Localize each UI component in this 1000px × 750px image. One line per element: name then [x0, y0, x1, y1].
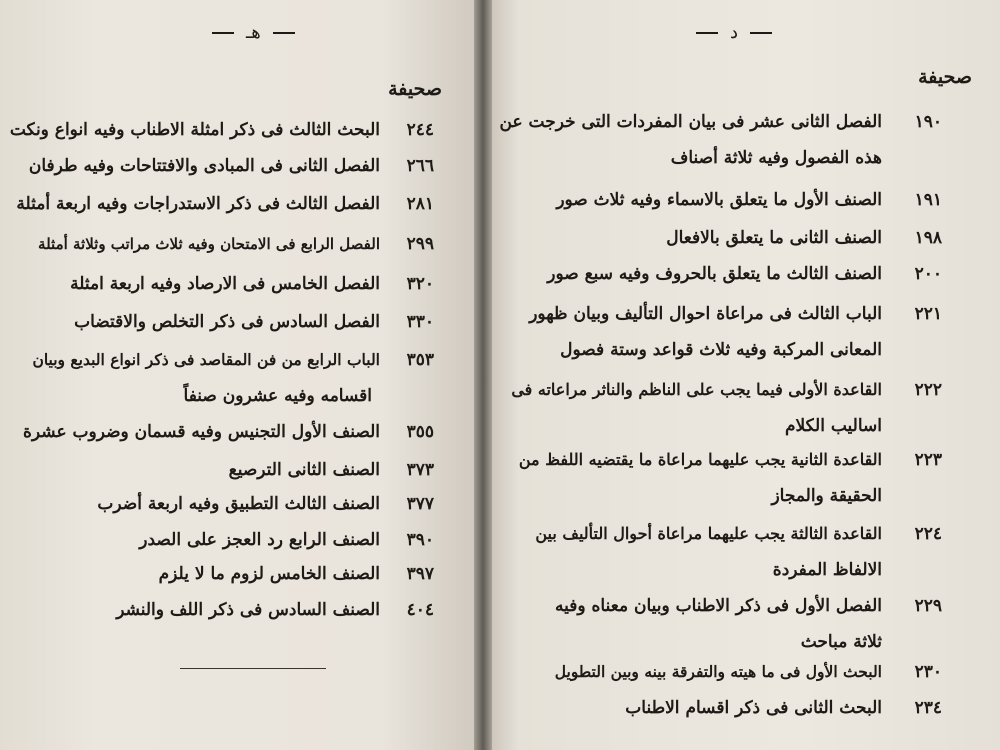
- toc-page-number: ٢٢٩: [914, 596, 942, 616]
- left-folio-letter: هـ: [246, 22, 261, 43]
- toc-page-number: ١٩٨: [914, 228, 942, 248]
- toc-entry-title: الفصل الرابع فى الامتحان وفيه ثلاث مراتب وثلاثة أمثلة: [38, 235, 380, 253]
- toc-entry-title: الباب الثالث فى مراعاة احوال التأليف وبيان ظهور: [529, 304, 882, 324]
- toc-entry-continuation: الالفاظ المفردة: [772, 560, 882, 580]
- toc-entry-continuation: الحقيقة والمجاز: [771, 486, 882, 506]
- toc-entry-title: الباب الرابع من فن المقاصد فى ذكر انواع البديع وبيان: [32, 350, 380, 369]
- toc-page-number: ٢٢١: [914, 304, 942, 324]
- toc-page-number: ١٩٠: [914, 112, 942, 132]
- right-column-header: صحيفة: [918, 66, 972, 88]
- folio-dash: [696, 32, 718, 34]
- toc-entry-continuation: المعانى المركبة وفيه ثلاث قواعد وستة فصول: [560, 340, 882, 360]
- toc-entry-title: الصنف الثانى ما يتعلق بالافعال: [666, 228, 882, 248]
- toc-entry-title: الفصل الأول فى ذكر الاطناب وبيان معناه وفيه: [555, 596, 882, 616]
- toc-entry-title: الفصل الثانى عشر فى بيان المفردات التى خرجت عن: [499, 112, 882, 132]
- toc-page-number: ٣٢٠: [406, 274, 434, 294]
- toc-page-number: ٣٥٥: [406, 422, 434, 442]
- toc-page-number: ٢٢٤: [914, 524, 942, 544]
- end-rule: [180, 668, 326, 669]
- toc-entry-title: الفصل الثانى فى المبادى والافتتاحات وفيه طرفان: [28, 156, 380, 176]
- toc-page-number: ٣٣٠: [406, 312, 434, 332]
- toc-page-number: ٢٣٤: [914, 698, 942, 718]
- toc-entry-title: الصنف السادس فى ذكر اللف والنشر: [116, 600, 380, 620]
- toc-entry-title: الصنف الثالث التطبيق وفيه اربعة أضرب: [97, 494, 380, 514]
- toc-entry-title: الفصل الثالث فى ذكر الاستدراجات وفيه اربعة أمثلة: [16, 194, 380, 214]
- toc-page-number: ٢٦٦: [406, 156, 434, 176]
- toc-entry-continuation: ثلاثة مباحث: [800, 632, 882, 652]
- toc-page-number: ٢٣٠: [914, 662, 942, 682]
- right-page-folio: [696, 22, 772, 43]
- toc-entry-title: البحث الثانى فى ذكر اقسام الاطناب: [625, 698, 882, 718]
- toc-page-number: ٣٩٧: [406, 564, 434, 584]
- toc-entry-title: القاعدة الثالثة يجب عليهما مراعاة أحوال التأليف بين: [535, 524, 882, 543]
- toc-entry-title: الصنف الأول ما يتعلق بالاسماء وفيه ثلاث صور: [556, 190, 882, 210]
- toc-page-number: ٤٠٤: [406, 600, 434, 620]
- toc-page-number: ٢٤٤: [406, 120, 434, 140]
- toc-page-number: ٣٩٠: [406, 530, 434, 550]
- left-column-header: صحيفة: [388, 78, 442, 100]
- toc-page-number: ٣٧٧: [406, 494, 434, 514]
- toc-entry-title: البحث الثالث فى ذكر امثلة الاطناب وفيه انواع ونكت: [9, 120, 380, 140]
- toc-entry-title: البحث الأول فى ما هيته والتفرقة بينه وبين التطويل: [554, 662, 882, 681]
- toc-entry-title: الفصل السادس فى ذكر التخلص والاقتضاب: [74, 312, 380, 332]
- toc-page-number: ٢٨١: [406, 194, 434, 214]
- toc-entry-title: الصنف الثانى الترصيع: [228, 460, 380, 480]
- toc-entry-title: القاعدة الأولى فيما يجب على الناظم والناثر مراعاته فى: [511, 380, 882, 399]
- toc-entry-title: الفصل الخامس فى الارصاد وفيه اربعة امثلة: [70, 274, 380, 294]
- toc-page-number: ٢٢٣: [914, 450, 942, 470]
- folio-dash: [750, 32, 772, 34]
- book-spine: [474, 0, 492, 750]
- left-page-folio: [212, 22, 295, 43]
- toc-entry-title: الصنف الأول التجنيس وفيه قسمان وضروب عشرة: [23, 422, 380, 442]
- toc-page-number: ٣٧٣: [406, 460, 434, 480]
- folio-dash: [273, 32, 295, 34]
- toc-page-number: ٢٠٠: [914, 264, 942, 284]
- toc-page-number: ٢٢٢: [914, 380, 942, 400]
- toc-entry-title: الصنف الثالث ما يتعلق بالحروف وفيه سبع صور: [547, 264, 882, 284]
- toc-entry-title: الصنف الخامس لزوم ما لا يلزم: [158, 564, 380, 584]
- toc-page-number: ٣٥٣: [406, 350, 434, 370]
- folio-dash: [212, 32, 234, 34]
- right-folio-letter: د: [730, 22, 739, 43]
- toc-page-number: ٢٩٩: [406, 234, 434, 254]
- toc-entry-title: الصنف الرابع رد العجز على الصدر: [139, 530, 380, 550]
- toc-entry-continuation: هذه الفصول وفيه ثلاثة أصناف: [670, 148, 882, 168]
- toc-entry-continuation: اقسامه وفيه عشرون صنفاً: [183, 386, 372, 406]
- toc-entry-title: القاعدة الثانية يجب عليهما مراعاة ما يقتضيه اللفظ من: [518, 450, 882, 469]
- toc-page-number: ١٩١: [914, 190, 942, 210]
- toc-entry-continuation: اساليب الكلام: [784, 416, 882, 436]
